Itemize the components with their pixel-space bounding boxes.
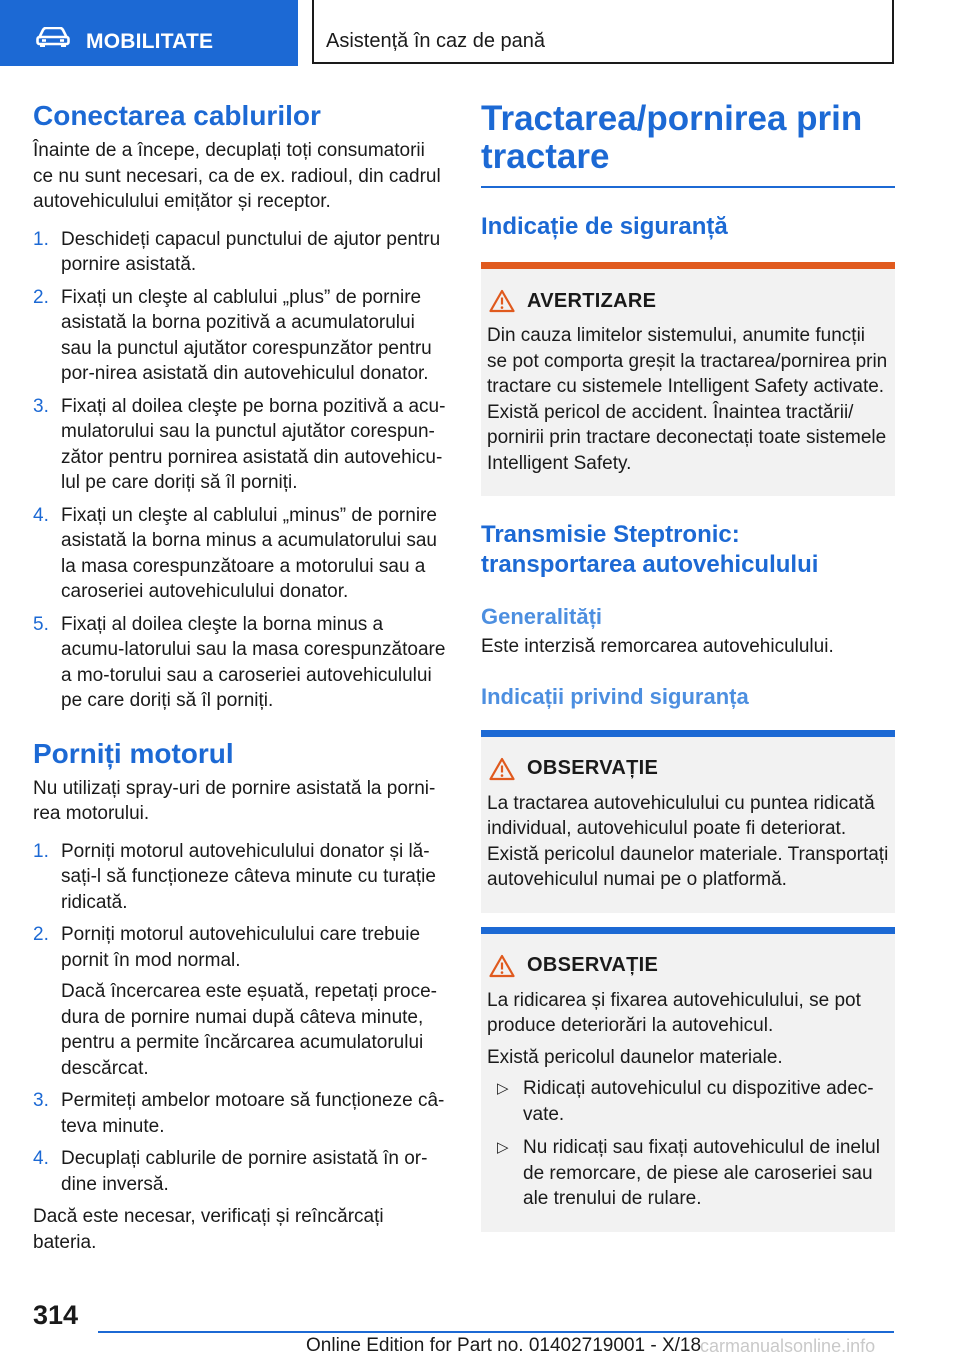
outro-start-engine: Dacă este necesar, verificați și reîncărcați bateria. <box>33 1206 384 1253</box>
heading-safety-indications: Indicații privind siguranța <box>481 683 749 709</box>
list-item: 2. Porniți motorul autovehiculului care trebuie pornit în mod normal. Dacă încercarea este eșuată, repetați proce-dura de pornire numai după câteva minute, pentru a permite încărcarea acumulatorului descărcat. <box>33 922 447 1081</box>
triangle-bullet-icon: ▷ <box>497 1139 509 1156</box>
page-number: 314 <box>33 1300 79 1330</box>
step-note: Dacă încercarea este eșuată, repetați proce-dura de pornire numai după câteva minute, pentru a permite încărcarea acumulatorului descărcat. <box>61 981 437 1079</box>
general-text: Este interzisă remorcarea autovehiculului. <box>481 636 834 657</box>
chapter-title: Asistență în caz de pană <box>326 30 546 52</box>
warning-triangle-icon <box>489 954 515 978</box>
list-item: 4. Decuplați cablurile de pornire asistată în or-dine inversă. <box>33 1148 428 1195</box>
heading-towing: Tractarea/pornirea prin tractare <box>481 99 863 176</box>
notice-title: OBSERVAȚIE <box>527 954 659 976</box>
triangle-bullet-icon: ▷ <box>497 1080 509 1097</box>
list-item: 1. Porniți motorul autovehiculului donator și lă-sați-l să funcționeze câteva minute cu turație ridicată. <box>33 840 436 913</box>
left-column <box>33 100 447 1255</box>
page-header <box>0 0 960 66</box>
right-column <box>481 100 895 1232</box>
steps-connect-cables <box>33 227 447 714</box>
footer-rule <box>98 1331 894 1333</box>
list-item: ▷ Ridicați autovehiculul cu dispozitive adec-vate. <box>497 1078 874 1125</box>
intro-connect-cables: Înainte de a începe, decuplați toți consumatorii ce nu sunt necesari, ca de ex. radioul, din cadrul autovehiculului emițător și receptor. <box>33 140 441 212</box>
heading-general: Generalități <box>481 604 603 629</box>
watermark: carmanualsonline.info <box>700 1336 876 1356</box>
notice-bar <box>481 730 895 737</box>
footer-edition: Online Edition for Part no. 01402719001 - X/18 <box>306 1335 702 1356</box>
notice-text: La ridicarea și fixarea autovehiculului, se pot produce deteriorări la autovehicul. <box>487 989 861 1036</box>
list-item: 4. Fixați un cleşte al cablului „minus” de pornire asistată la borna minus a acumulatorului sau la masa corespunzătoare a motorului sau a caroseriei autovehiculului donator. <box>33 504 437 602</box>
warning-bar <box>481 262 895 269</box>
list-item: 2. Fixați un cleşte al cablului „plus” de pornire asistată la borna pozitivă a acumulatorului sau la punctul ajutător corespunzător pentru por-nirea asistată din autovehiculul donator. <box>33 286 432 384</box>
notice-box <box>481 927 895 1232</box>
list-item: 3. Fixați al doilea cleşte pe borna pozitivă a acu-mulatorului sau la punctul ajutător corespun-zător pentru pornirea asistată din autovehicu-lul pe care doriți să îl porniți. <box>33 395 446 493</box>
heading-steptronic: Transmisie Steptronic: transportarea autovehiculului <box>481 521 819 578</box>
heading-rule <box>481 186 895 188</box>
steps-start-engine <box>33 839 447 1198</box>
list-item: 1. Deschideți capacul punctului de ajutor pentru pornire asistată. <box>33 228 441 275</box>
list-item: 5. Fixați al doilea cleşte la borna minus a acumu-latorului sau la masa corespunzătoare a mo-torului sau a caroseriei autovehiculului pe care doriți să îl porniți. <box>33 613 446 711</box>
notice-bar <box>481 927 895 934</box>
list-item: 3. Permiteți ambelor motoare să funcționeze câ-teva minute. <box>33 1090 445 1137</box>
notice-text: La tractarea autovehiculului cu puntea ridicată individual, autovehiculul poate fi deteriorat. Există pericolul daunelor materiale. Transportați autovehiculul numai pe o platformă. <box>487 792 889 890</box>
notice-text: Există pericolul daunelor materiale. <box>487 1046 783 1068</box>
section-label: MOBILITATE <box>86 30 214 53</box>
warning-triangle-icon <box>489 757 515 781</box>
car-icon <box>36 27 70 47</box>
heading-safety: Indicație de siguranță <box>481 213 728 240</box>
notice-box <box>481 730 895 913</box>
notice-title: OBSERVAȚIE <box>527 757 659 779</box>
warning-box <box>481 262 895 496</box>
warning-title: AVERTIZARE <box>527 289 657 312</box>
intro-start-engine: Nu utilizați spray-uri de pornire asistată la porni-rea motorului. <box>33 777 436 824</box>
warning-text: Din cauza limitelor sistemului, anumite funcții se pot comporta greșit la tractarea/pornirea prin tractare cu sistemele Intelligent Safety activate. Există pericol de accident. Înaintea tractării/ pornirii prin tractare deconectați toate sistemele Intelligent Safety. <box>487 325 888 474</box>
list-item: ▷ Nu ridicați sau fixați autovehiculul de inelul de remorcare, de piese ale caroseriei sau ale trenului de rulare. <box>497 1137 880 1209</box>
warning-triangle-icon <box>489 289 515 313</box>
heading-start-engine: Porniți motorul <box>33 737 234 769</box>
heading-connect-cables: Conectarea cablurilor <box>33 100 321 131</box>
